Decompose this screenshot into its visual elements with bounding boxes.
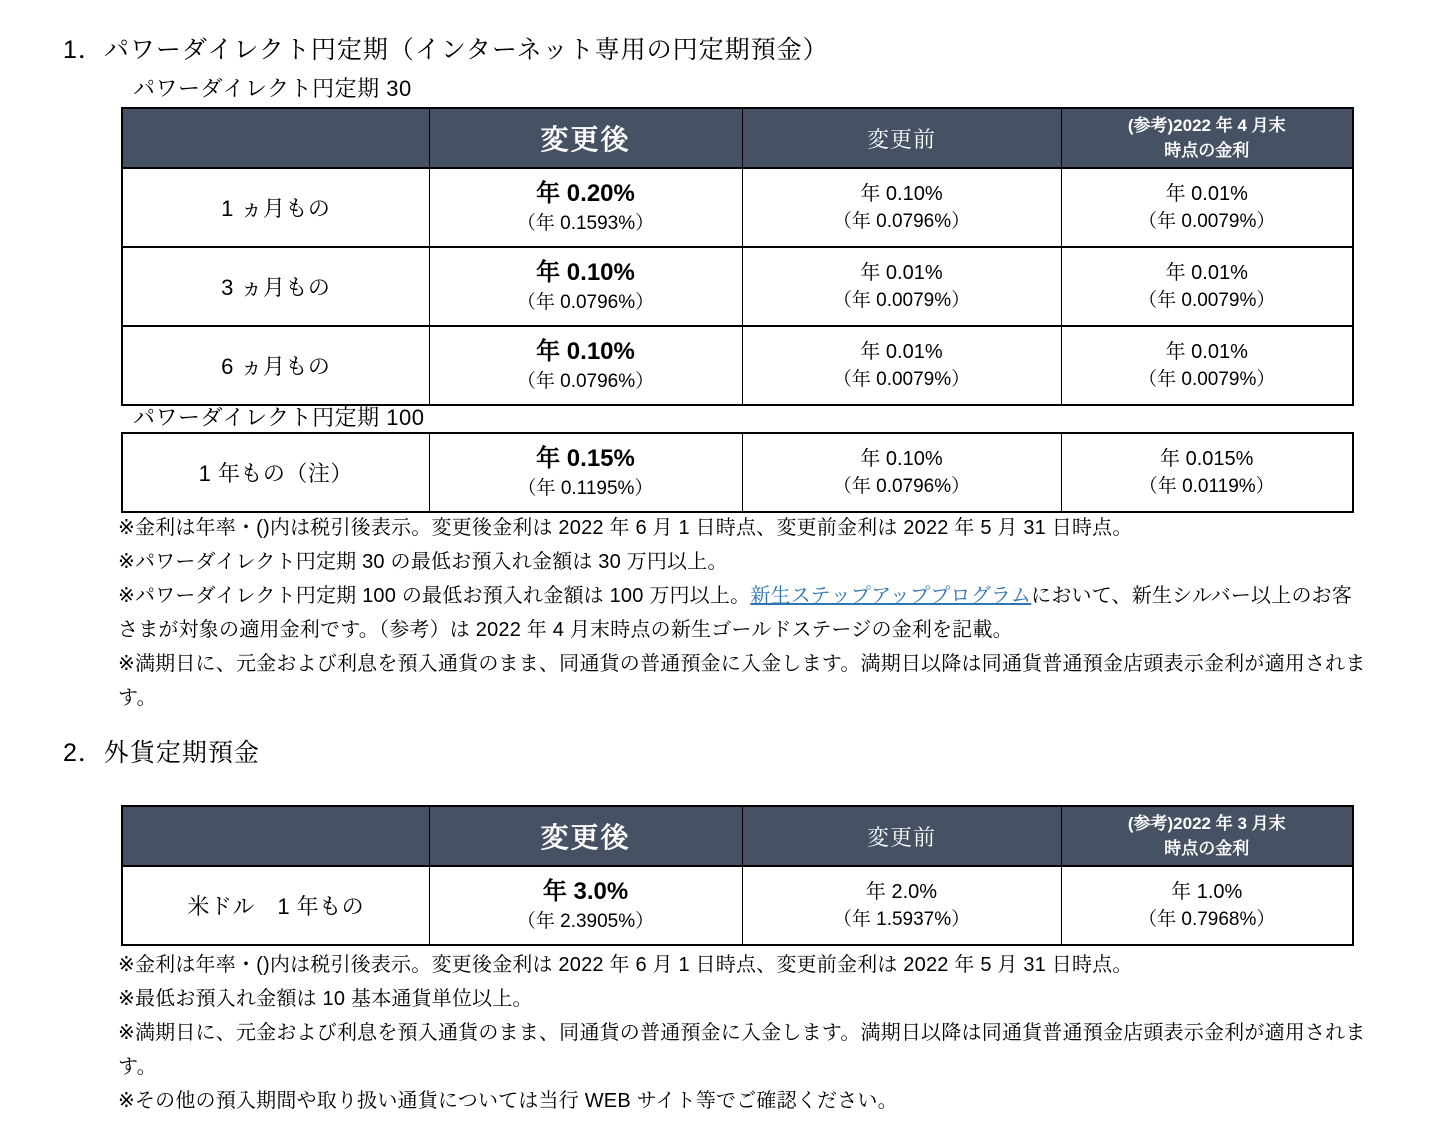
note-line: [118, 579, 1370, 647]
section2-heading: 2．外貨定期預金: [63, 739, 260, 767]
rate-after-tax-value: （年 0.0079%）: [832, 369, 971, 391]
rate-after-tax-value: （年 0.0796%）: [516, 292, 655, 313]
term-cell: 米ドル 1 年もの: [122, 866, 429, 945]
table30-label: パワーダイレクト円定期 30: [133, 76, 412, 101]
table-row-6month: [122, 326, 1353, 405]
rate-after-tax-value: （年 0.7968%）: [1138, 909, 1276, 931]
note-line: ※最低お預入れ金額は 10 基本通貨単位以上。: [118, 988, 533, 1010]
note-line: ※金利は年率・()内は税引後表示。変更後金利は 2022 年 6 月 1 日時点、変更前金利は 2022 年 5 月 31 日時点。: [118, 954, 1133, 976]
rate-before-cell: [742, 168, 1061, 247]
note-text: において、新生シルバー以上のお客さまが対象の適用金利です。（参考）は 2022 年 4 月末時点の新生ゴールドステージの金利を記載。: [118, 585, 1353, 641]
rate-table-yen-30: [121, 107, 1354, 406]
table-header-row: [122, 108, 1353, 168]
header-reference-line2: 時点の金利: [1164, 839, 1250, 858]
note-line: ※満期日に、元金および利息を預入通貨のまま、同通貨の普通預金に入金します。満期日以降は同通貨普通預金店頭表示金利が適用されます。: [118, 653, 1366, 709]
header-cell-blank: [122, 806, 429, 866]
header-cell-reference: [1061, 806, 1353, 866]
rate-main-value: 年 0.01%: [1165, 183, 1248, 206]
term-cell: 6 ヵ月もの: [122, 326, 429, 405]
table-header-row: [122, 806, 1353, 866]
rate-reference-cell: [1061, 247, 1353, 326]
rate-main-value: 年 0.01%: [860, 262, 943, 285]
header-reference-line1: (参考)2022 年 4 月末: [1127, 115, 1286, 135]
rate-after-tax-value: （年 0.1593%）: [516, 213, 655, 234]
rate-main-value: 年 0.10%: [536, 338, 635, 366]
rate-after-tax-value: （年 0.0079%）: [1138, 290, 1276, 312]
rate-main-value: 年 0.01%: [860, 341, 943, 364]
note-line: ※その他の預入期間や取り扱い通貨については当行 WEB サイト等でご確認ください。: [118, 1090, 898, 1112]
step-up-program-link[interactable]: 新生ステップアッププログラム: [750, 585, 1032, 607]
rate-after-tax-value: （年 0.1195%）: [517, 478, 654, 499]
header-cell-after: 変更後: [429, 806, 742, 866]
rate-after-tax-value: （年 0.0796%）: [832, 211, 971, 233]
rate-after-cell: [429, 866, 742, 945]
rate-table-yen-100: [121, 432, 1354, 513]
rate-reference-cell: [1061, 433, 1353, 512]
rate-after-tax-value: （年 0.0796%）: [832, 476, 971, 498]
rate-after-tax-value: （年 0.0796%）: [516, 371, 655, 392]
rate-reference-cell: [1061, 326, 1353, 405]
term-cell: 3 ヵ月もの: [122, 247, 429, 326]
rate-main-value: 年 0.15%: [536, 445, 635, 473]
header-reference-line2: 時点の金利: [1164, 141, 1250, 160]
rate-after-tax-value: （年 0.0079%）: [1138, 211, 1276, 233]
rate-before-cell: [742, 326, 1061, 405]
table-row-1year: [122, 433, 1353, 512]
rate-main-value: 年 0.01%: [1165, 262, 1248, 285]
table-row-usd-1year: [122, 866, 1353, 945]
rate-main-value: 年 0.10%: [860, 183, 943, 206]
rate-before-cell: [742, 247, 1061, 326]
rate-after-tax-value: （年 0.0119%）: [1138, 476, 1275, 498]
header-cell-before: 変更前: [742, 108, 1061, 168]
table-row-1month: [122, 168, 1353, 247]
rate-after-cell: [429, 433, 742, 512]
header-cell-reference: [1061, 108, 1353, 168]
table100-label: パワーダイレクト円定期 100: [133, 405, 425, 430]
header-cell-blank: [122, 108, 429, 168]
rate-main-value: 年 0.10%: [860, 448, 943, 471]
rate-main-value: 年 0.20%: [536, 180, 635, 208]
table-row-3month: [122, 247, 1353, 326]
rate-main-value: 年 0.015%: [1160, 448, 1254, 471]
rate-after-tax-value: （年 2.3905%）: [516, 911, 655, 932]
rate-main-value: 年 1.0%: [1171, 881, 1243, 904]
rate-main-value: 年 2.0%: [865, 881, 938, 904]
section1-notes: [118, 511, 1370, 715]
header-cell-before: 変更前: [742, 806, 1061, 866]
rate-after-cell: [429, 168, 742, 247]
note-line: ※金利は年率・()内は税引後表示。変更後金利は 2022 年 6 月 1 日時点、変更前金利は 2022 年 5 月 31 日時点。: [118, 517, 1133, 539]
note-line: ※満期日に、元金および利息を預入通貨のまま、同通貨の普通預金に入金します。満期日以降は同通貨普通預金店頭表示金利が適用されます。: [118, 1022, 1366, 1078]
note-line: ※パワーダイレクト円定期 30 の最低お預入れ金額は 30 万円以上。: [118, 551, 728, 573]
rate-after-tax-value: （年 0.0079%）: [1138, 369, 1276, 391]
note-text: ※パワーダイレクト円定期 100 の最低お預入れ金額は 100 万円以上。: [118, 585, 751, 607]
section2-notes: [118, 948, 1370, 1118]
rate-before-cell: [742, 433, 1061, 512]
rate-main-value: 年 0.10%: [536, 259, 635, 287]
rate-before-cell: [742, 866, 1061, 945]
header-reference-line1: (参考)2022 年 3 月末: [1127, 813, 1286, 833]
rate-table-fx: [121, 805, 1354, 946]
rate-after-cell: [429, 247, 742, 326]
rate-after-tax-value: （年 0.0079%）: [832, 290, 971, 312]
rate-main-value: 年 3.0%: [542, 878, 629, 906]
rate-reference-cell: [1061, 168, 1353, 247]
term-cell: 1 年もの（注）: [122, 433, 429, 512]
rate-main-value: 年 0.01%: [1165, 341, 1248, 364]
term-cell: 1 ヵ月もの: [122, 168, 429, 247]
header-cell-after: 変更後: [429, 108, 742, 168]
rate-after-tax-value: （年 1.5937%）: [832, 909, 971, 931]
rate-after-cell: [429, 326, 742, 405]
section1-heading: 1．パワーダイレクト円定期（インターネット専用の円定期預金）: [63, 36, 829, 64]
rate-reference-cell: [1061, 866, 1353, 945]
